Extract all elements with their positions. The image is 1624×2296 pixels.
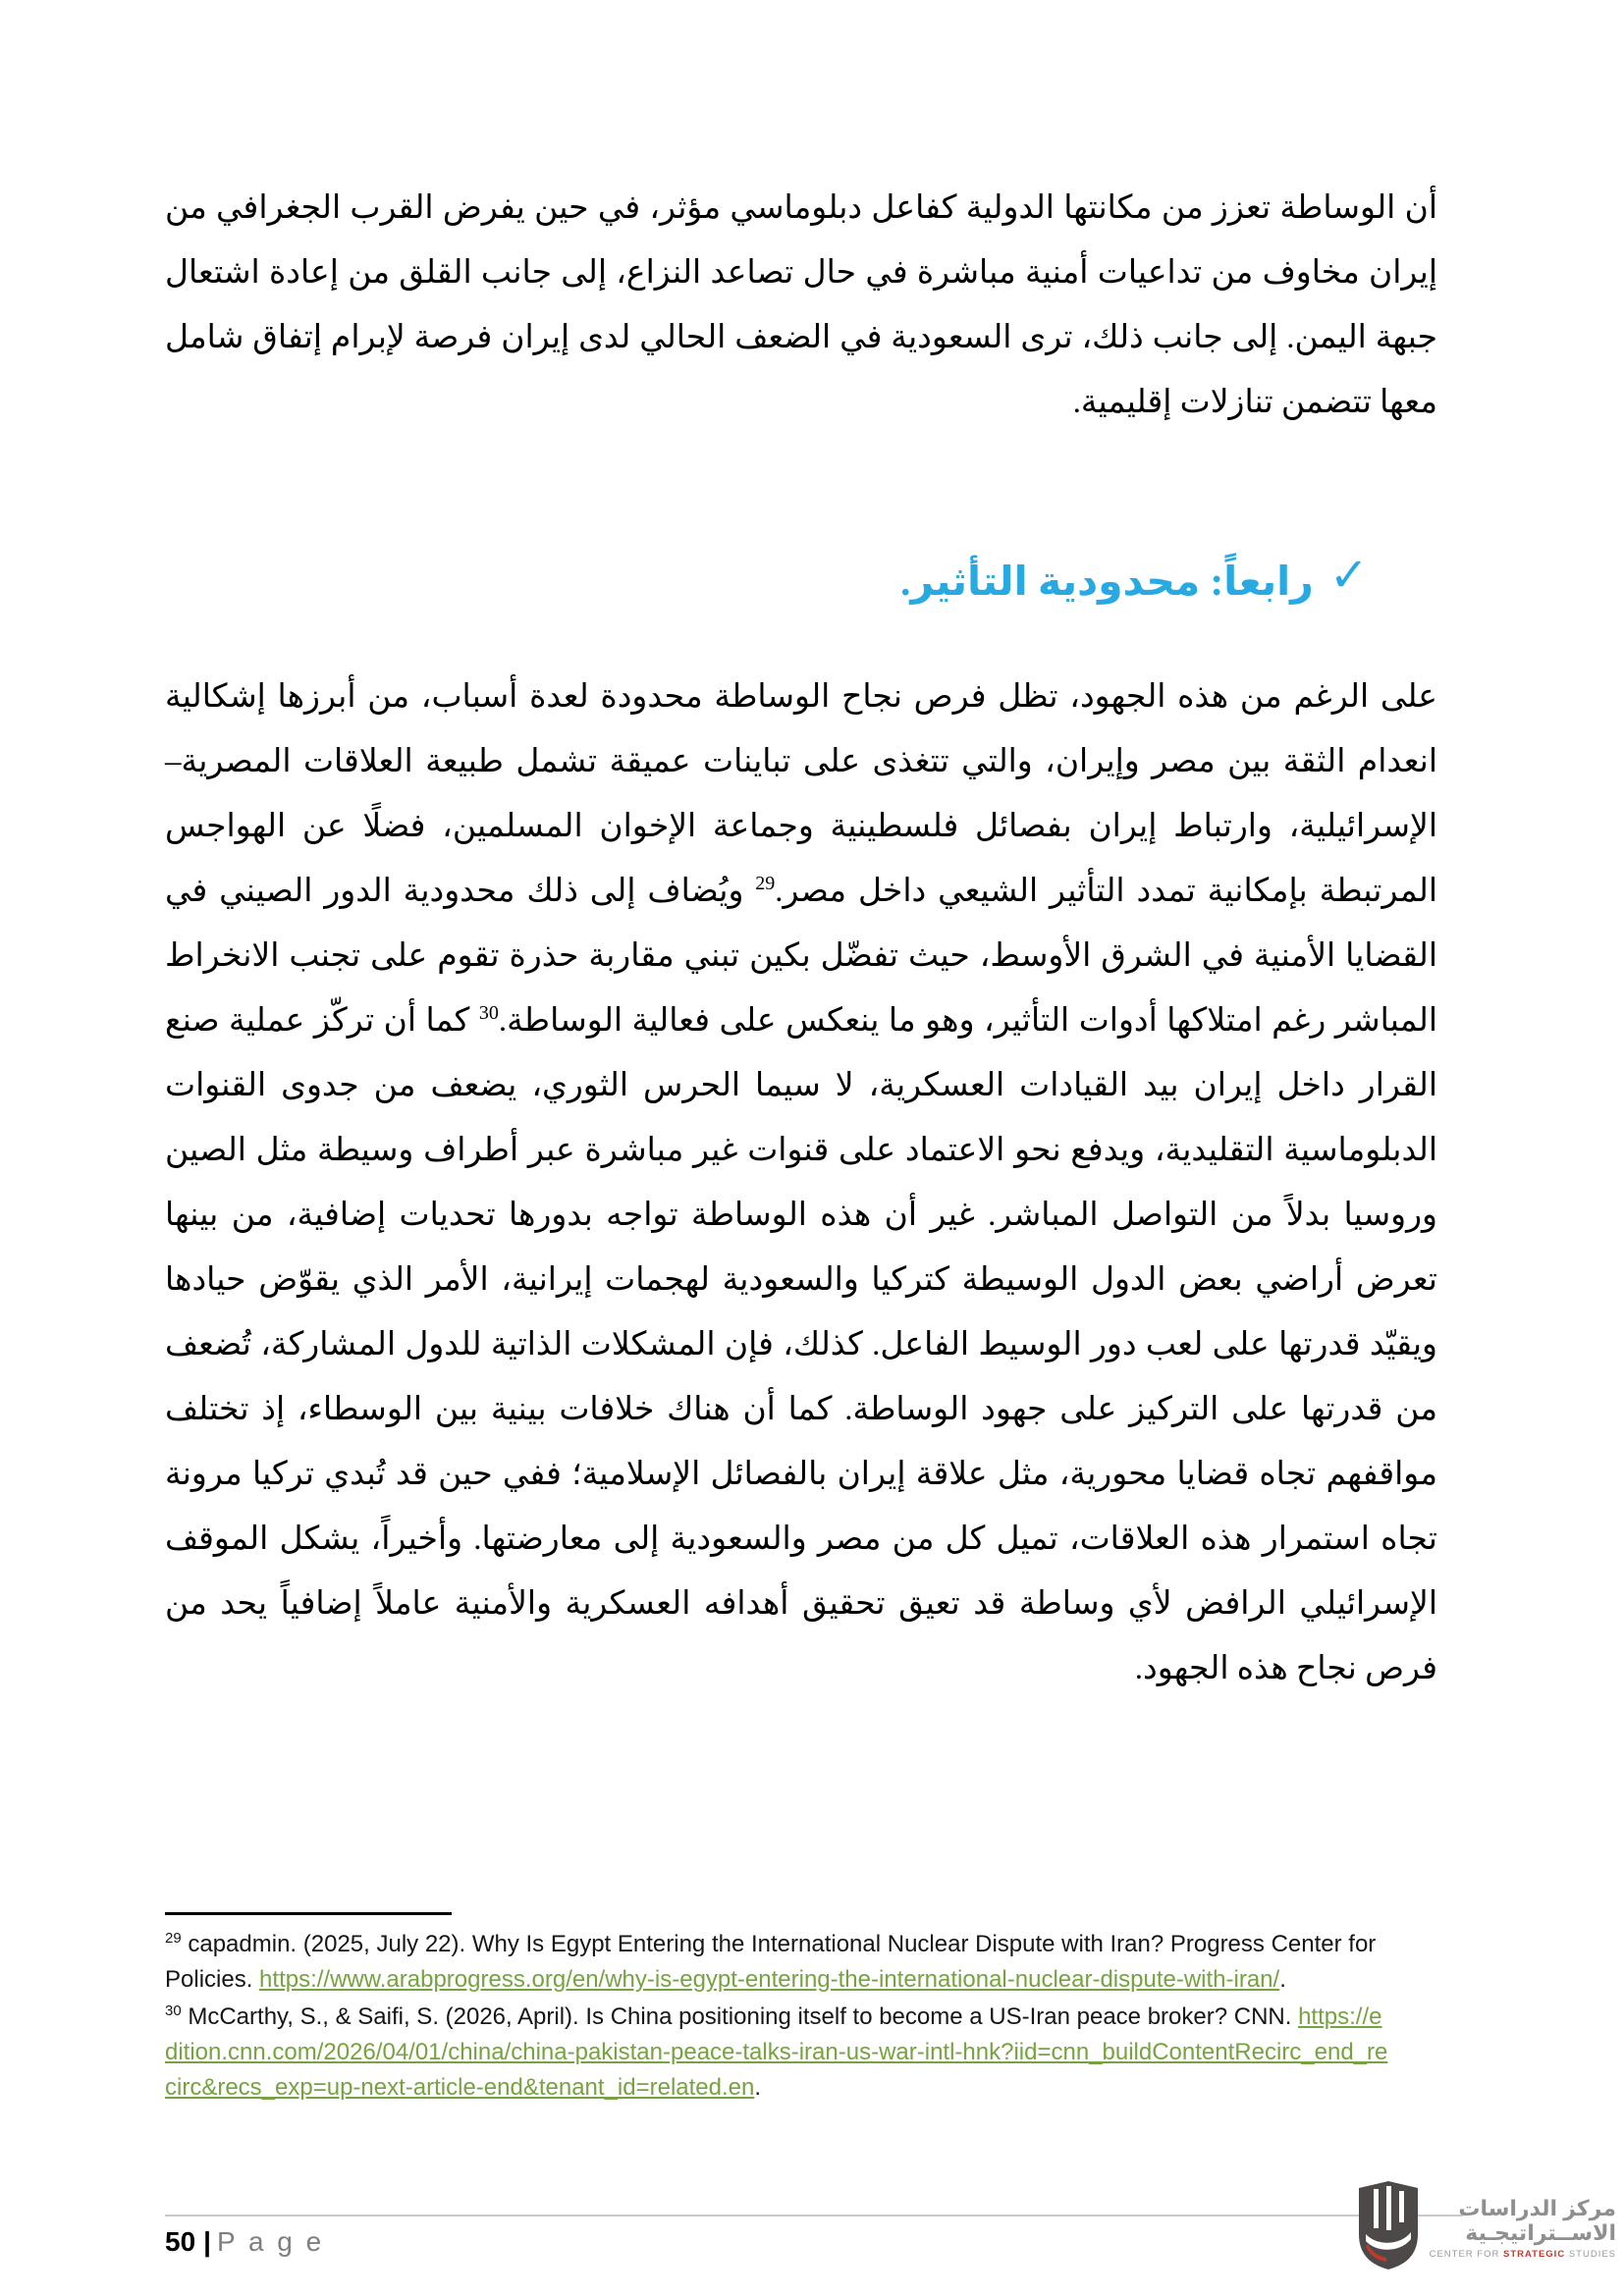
logo-arabic-line-2: الاســتراتيجـية xyxy=(1465,2220,1616,2245)
checkmark-bullet-icon: ✓ xyxy=(1328,548,1369,603)
footnote-30 xyxy=(165,2000,1392,2106)
paragraph-2-text-1: على الرغم من هذه الجهود، تظل فرص نجاح الوساطة محدودة لعدة أسباب، من أبرزها إشكالية انعدام الثقة بين مصر وإيران، والتي تتغذى على تباينات عميقة تشمل طبيعة العلاقات المصرية–الإسرائيلية، وارتباط إيران بفصائل فلسطينية وجماعة الإخوان المسلمين، فضلًا عن الهواجس المرتبطة بإمكانية تمدد التأثير الشيعي داخل مصر. xyxy=(165,679,1437,909)
footnote-30-suffix: . xyxy=(754,2074,762,2101)
page-label: P a g e xyxy=(217,2226,325,2257)
shield-logo-icon xyxy=(1357,2179,1420,2276)
footnotes-section xyxy=(165,1912,1392,2106)
footnote-30-number: 30 xyxy=(165,2002,182,2019)
logo-text-block xyxy=(1430,2196,1616,2260)
logo-arabic-line-1: مركز الدراسات xyxy=(1458,2196,1616,2220)
footnote-29-link[interactable]: https://www.arabprogress.org/en/why-is-egypt-entering-the-international-nuclear-dispute-with-iran/ xyxy=(259,1966,1280,1993)
footnote-29 xyxy=(165,1927,1392,1998)
paragraph-2-text-3: كما أن تركّز عملية صنع القرار داخل إيران بيد القيادات العسكرية، لا سيما الحرس الثوري، يضعف من جدوى القنوات الدبلوماسية التقليدية، ويدفع نحو الاعتماد على قنوات غير مباشرة عبر أطراف وسيطة مثل الصين وروسيا بدلاً من التواصل المباشر. غير أن هذه الوساطة تواجه بدورها تحديات إضافية، من بينها تعرض أراضي بعض الدول الوسيطة كتركيا والسعودية لهجمات إيرانية، الأمر الذي يقوّض حيادها ويقيّد قدرتها على لعب دور الوسيط الفاعل. كذلك، فإن المشكلات الذاتية للدول المشاركة، تُضعف من قدرتها على التركيز على جهود الوساطة. كما أن هناك خلافات بينية بين الوسطاء، إذ تختلف مواقفهم تجاه قضايا محورية، مثل علاقة إيران بالفصائل الإسلامية؛ ففي حين قد تُبدي تركيا مرونة تجاه استمرار هذه العلاقات، تميل كل من مصر والسعودية إلى معارضتها. وأخيراً، يشكل الموقف الإسرائيلي الرافض لأي وساطة قد تعيق تحقيق أهدافه العسكرية والأمنية عاملاً إضافياً يحد من فرص نجاح هذه الجهود. xyxy=(165,1003,1437,1686)
section-heading xyxy=(165,545,1437,615)
footnote-30-link[interactable]: https://edition.cnn.com/2026/04/01/china/china-pakistan-peace-talks-iran-us-war-intl-hnk?iid=cnn_buildContentRecirc_end_recirc&recs_exp=up-next-article-end&tenant_id=related.en xyxy=(165,2003,1388,2101)
page-footer xyxy=(165,2215,1463,2258)
footnote-29-suffix: . xyxy=(1279,1966,1286,1993)
logo-english-line: CENTER FOR STRATEGIC STUDIES xyxy=(1429,2249,1616,2260)
body-paragraph-2 xyxy=(165,665,1437,1701)
footnote-30-text: McCarthy, S., & Saifi, S. (2026, April). Is China positioning itself to become a US-Iran peace broker? CNN. xyxy=(188,2003,1299,2030)
footnote-29-number: 29 xyxy=(165,1930,182,1947)
footnote-ref-30: 30 xyxy=(478,1002,499,1024)
footnote-ref-29: 29 xyxy=(755,873,776,894)
page-number: 50 xyxy=(165,2226,196,2257)
logo-english-strategic: STRATEGIC xyxy=(1503,2249,1566,2260)
body-paragraph-1: أن الوساطة تعزز من مكانتها الدولية كفاعل دبلوماسي مؤثر، في حين يفرض القرب الجغرافي من إيران مخاوف من تداعيات أمنية مباشرة في حال تصاعد النزاع، إلى جانب القلق من إعادة اشتعال جبهة اليمن. إلى جانب ذلك، ترى السعودية في الضعف الحالي لدى إيران فرصة لإبرام إتفاق شامل معها تتضمن تنازلات إقليمية. xyxy=(165,190,1437,420)
section-heading-text: رابعاً: محدودية التأثير. xyxy=(900,559,1314,604)
paragraph-2-text-2: ويُضاف إلى ذلك محدودية الدور الصيني في القضايا الأمنية في الشرق الأوسط، حيث تفضّل بكين تبني مقاربة حذرة تقوم على تجنب الانخراط المباشر رغم امتلاكها أدوات التأثير، وهو ما ينعكس على فعالية الوساطة. xyxy=(165,874,1437,1039)
organization-logo xyxy=(1357,2179,1616,2276)
footer-divider: | xyxy=(203,2226,211,2257)
footnote-separator-line xyxy=(165,1912,452,1915)
footnote-29-text: capadmin. (2025, July 22). Why Is Egypt Entering the International Nuclear Dispute with Iran? Progress Center for Policies. xyxy=(165,1931,1377,1993)
